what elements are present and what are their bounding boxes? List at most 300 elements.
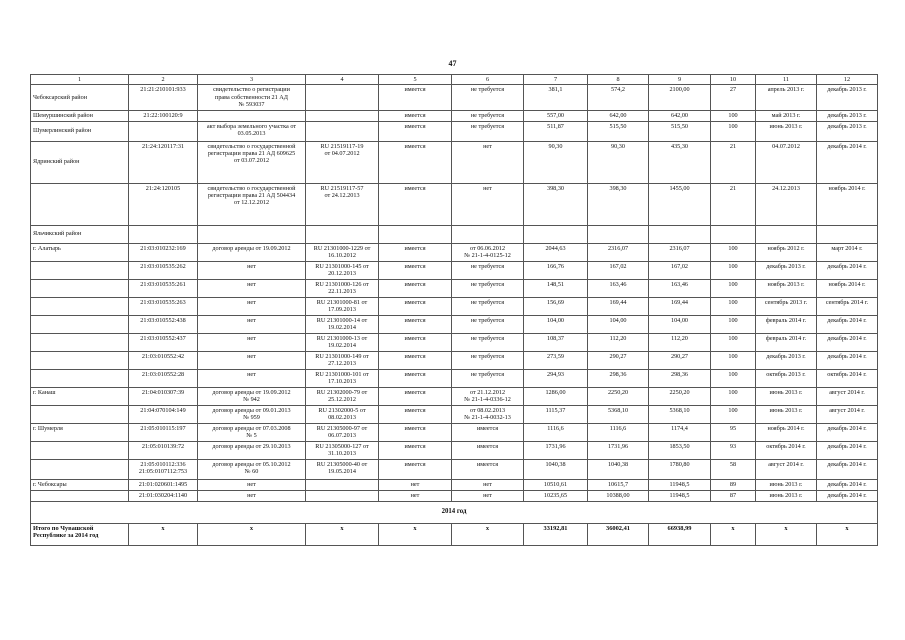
column-number: 7 <box>524 75 588 85</box>
cell-c8: 290,27 <box>588 351 649 369</box>
district-cell <box>31 183 129 225</box>
cell-c11: август 2014 г. <box>756 459 817 479</box>
cell-c10: 100 <box>711 387 756 405</box>
table-row <box>31 110 878 121</box>
cell-c4: RU 21301000-14 от 19.02.2014 <box>306 315 379 333</box>
cell-c12: октябрь 2014 г. <box>817 369 878 387</box>
cell-c6: не требуется <box>452 279 524 297</box>
cell-c6: имеется <box>452 441 524 459</box>
cell-c12: декабрь 2014 г. <box>817 141 878 183</box>
cell-c10: 100 <box>711 243 756 261</box>
cell-c5: имеется <box>379 369 452 387</box>
cell-c8: 1116,6 <box>588 423 649 441</box>
cell-c4: RU 21302000-5 от 08.02.2013 <box>306 405 379 423</box>
cell-c2: 21:03:010552:438 <box>129 315 198 333</box>
cell-c11: апрель 2013 г. <box>756 85 817 110</box>
cell-c10: 21 <box>711 183 756 225</box>
cell-c12: август 2014 г. <box>817 387 878 405</box>
cell-c5: имеется <box>379 121 452 141</box>
cell-c4: RU 21301000-81 от 17.09.2013 <box>306 297 379 315</box>
total-cell-c10: x <box>711 523 756 545</box>
cell-c4: RU 21301000-1229 от 16.10.2012 <box>306 243 379 261</box>
cell-c3 <box>198 110 306 121</box>
district-cell <box>31 297 129 315</box>
cell-c8: 642,00 <box>588 110 649 121</box>
district-cell: г. Шумерля <box>31 423 129 441</box>
cell-c3: договор аренды от 09.01.2013 № 959 <box>198 405 306 423</box>
cell-c5: имеется <box>379 183 452 225</box>
cell-c3: договор аренды от 07.03.2008 № 5 <box>198 423 306 441</box>
section-row <box>31 501 878 523</box>
cell-c3: свидетельство о государственной регистрации права 21 АД 609625 от 03.07.2012 <box>198 141 306 183</box>
cell-c12: декабрь 2013 г. <box>817 110 878 121</box>
cell-c4: RU 21301000-145 от 20.12.2013 <box>306 261 379 279</box>
cell-c2 <box>129 225 198 243</box>
column-number: 5 <box>379 75 452 85</box>
cell-c3: нет <box>198 490 306 501</box>
cell-c9: 1174,4 <box>649 423 711 441</box>
cell-c11: ноябрь 2013 г. <box>756 279 817 297</box>
section-title: 2014 год <box>31 501 878 523</box>
cell-c10: 100 <box>711 333 756 351</box>
cell-c12: декабрь 2014 г. <box>817 459 878 479</box>
cell-c9: 1455,00 <box>649 183 711 225</box>
table-row <box>31 333 878 351</box>
cell-c2: 21:22:100120:9 <box>129 110 198 121</box>
cell-c3: нет <box>198 333 306 351</box>
table-row <box>31 423 878 441</box>
cell-c2 <box>129 121 198 141</box>
cell-c7: 2044,63 <box>524 243 588 261</box>
cell-c7: 381,1 <box>524 85 588 110</box>
cell-c10: 100 <box>711 297 756 315</box>
total-cell-c6: x <box>452 523 524 545</box>
cell-c2: 21:24:120105 <box>129 183 198 225</box>
cell-c7: 1731,96 <box>524 441 588 459</box>
cell-c7 <box>524 225 588 243</box>
table-row <box>31 261 878 279</box>
cell-c10: 100 <box>711 405 756 423</box>
cell-c7: 557,00 <box>524 110 588 121</box>
cell-c8: 515,50 <box>588 121 649 141</box>
column-number: 9 <box>649 75 711 85</box>
cell-c2: 21:04:070104:149 <box>129 405 198 423</box>
cell-c11: декабрь 2013 г. <box>756 351 817 369</box>
cell-c2: 21:05:010112:336 21:05:0107112:753 <box>129 459 198 479</box>
cell-c3: договор аренды от 19.09.2012 <box>198 243 306 261</box>
table-row <box>31 183 878 225</box>
cell-c6: не требуется <box>452 369 524 387</box>
total-cell-c11: x <box>756 523 817 545</box>
cell-c6: не требуется <box>452 333 524 351</box>
cell-c11: июнь 2013 г. <box>756 387 817 405</box>
table-row <box>31 405 878 423</box>
cell-c5: имеется <box>379 85 452 110</box>
cell-c6: нет <box>452 183 524 225</box>
cell-c5: имеется <box>379 110 452 121</box>
cell-c5: имеется <box>379 387 452 405</box>
cell-c9: 1853,50 <box>649 441 711 459</box>
total-cell-c5: x <box>379 523 452 545</box>
cell-c2: 21:03:010535:263 <box>129 297 198 315</box>
cell-c10: 93 <box>711 441 756 459</box>
cell-c7: 148,51 <box>524 279 588 297</box>
district-cell: г. Алатырь <box>31 243 129 261</box>
column-number: 2 <box>129 75 198 85</box>
district-cell <box>31 369 129 387</box>
cell-c6: от 08.02.2013 № 21-1-4-0032-13 <box>452 405 524 423</box>
cell-c6: имеется <box>452 423 524 441</box>
total-cell-c7: 33192,81 <box>524 523 588 545</box>
table-row <box>31 243 878 261</box>
cell-c9: 2250,20 <box>649 387 711 405</box>
table-row <box>31 351 878 369</box>
cell-c12: март 2014 г. <box>817 243 878 261</box>
cell-c9: 642,00 <box>649 110 711 121</box>
cell-c3: договор аренды от 05.10.2012 № 60 <box>198 459 306 479</box>
table-row <box>31 490 878 501</box>
district-cell: Чебоксарский район <box>31 85 129 110</box>
table-row <box>31 369 878 387</box>
cell-c9: 5368,10 <box>649 405 711 423</box>
table-row <box>31 141 878 183</box>
cell-c12 <box>817 225 878 243</box>
cell-c11: октябрь 2013 г. <box>756 369 817 387</box>
cell-c7: 156,69 <box>524 297 588 315</box>
cell-c6: не требуется <box>452 297 524 315</box>
cell-c8: 1731,96 <box>588 441 649 459</box>
cell-c3: нет <box>198 351 306 369</box>
cell-c7: 10510,61 <box>524 479 588 490</box>
cell-c6: не требуется <box>452 315 524 333</box>
cell-c10: 95 <box>711 423 756 441</box>
table-row <box>31 85 878 110</box>
cell-c10: 100 <box>711 261 756 279</box>
cell-c5: имеется <box>379 141 452 183</box>
cell-c11: сентябрь 2013 г. <box>756 297 817 315</box>
table-row <box>31 315 878 333</box>
cell-c9: 11948,5 <box>649 490 711 501</box>
cell-c7: 511,87 <box>524 121 588 141</box>
district-cell <box>31 333 129 351</box>
cell-c4: RU 21305000-97 от 06.07.2013 <box>306 423 379 441</box>
cell-c2: 21:04:010307:39 <box>129 387 198 405</box>
cell-c8: 104,00 <box>588 315 649 333</box>
cell-c8: 2250,20 <box>588 387 649 405</box>
cell-c6: не требуется <box>452 110 524 121</box>
district-cell <box>31 351 129 369</box>
cell-c7: 294,93 <box>524 369 588 387</box>
district-cell <box>31 459 129 479</box>
cell-c6 <box>452 225 524 243</box>
housing-construction-table <box>30 74 878 546</box>
cell-c8: 1040,38 <box>588 459 649 479</box>
cell-c9: 112,20 <box>649 333 711 351</box>
table-row <box>31 225 878 243</box>
cell-c12: декабрь 2014 г. <box>817 261 878 279</box>
cell-c3 <box>198 225 306 243</box>
cell-c10: 89 <box>711 479 756 490</box>
cell-c3: акт выбора земельного участка от 03.05.2013 <box>198 121 306 141</box>
cell-c11: октябрь 2014 г. <box>756 441 817 459</box>
cell-c9: 298,36 <box>649 369 711 387</box>
cell-c9: 163,46 <box>649 279 711 297</box>
cell-c12: декабрь 2014 г. <box>817 351 878 369</box>
cell-c5 <box>379 225 452 243</box>
cell-c2: 21:24:120117:31 <box>129 141 198 183</box>
cell-c10: 27 <box>711 85 756 110</box>
cell-c4 <box>306 225 379 243</box>
district-cell: Яльчикский район <box>31 225 129 243</box>
cell-c3: нет <box>198 297 306 315</box>
cell-c11: май 2013 г. <box>756 110 817 121</box>
cell-c8: 10615,7 <box>588 479 649 490</box>
cell-c11: июнь 2013 г. <box>756 121 817 141</box>
table-row <box>31 479 878 490</box>
cell-c3: нет <box>198 369 306 387</box>
cell-c9: 2316,07 <box>649 243 711 261</box>
cell-c2: 21:03:010535:261 <box>129 279 198 297</box>
cell-c10: 100 <box>711 279 756 297</box>
cell-c12: декабрь 2014 г. <box>817 423 878 441</box>
cell-c4: RU 21519117-19 от 04.07.2012 <box>306 141 379 183</box>
cell-c10: 100 <box>711 110 756 121</box>
cell-c12: декабрь 2014 г. <box>817 441 878 459</box>
cell-c3: договор аренды от 19.09.2012 № 942 <box>198 387 306 405</box>
cell-c5: имеется <box>379 441 452 459</box>
district-cell <box>31 405 129 423</box>
cell-c5: имеется <box>379 315 452 333</box>
cell-c3: нет <box>198 261 306 279</box>
cell-c10: 100 <box>711 121 756 141</box>
cell-c8: 2316,07 <box>588 243 649 261</box>
cell-c5: имеется <box>379 423 452 441</box>
total-cell-c4: x <box>306 523 379 545</box>
cell-c10: 100 <box>711 351 756 369</box>
cell-c5: нет <box>379 479 452 490</box>
cell-c7: 1286,00 <box>524 387 588 405</box>
total-cell-c9: 66938,99 <box>649 523 711 545</box>
cell-c4: RU 21305000-40 от 19.05.2014 <box>306 459 379 479</box>
cell-c9: 1780,80 <box>649 459 711 479</box>
cell-c8: 163,46 <box>588 279 649 297</box>
cell-c8: 169,44 <box>588 297 649 315</box>
cell-c12: декабрь 2013 г. <box>817 85 878 110</box>
cell-c8: 574,2 <box>588 85 649 110</box>
cell-c9: 104,00 <box>649 315 711 333</box>
cell-c5: имеется <box>379 405 452 423</box>
cell-c11: июнь 2013 г. <box>756 405 817 423</box>
district-cell <box>31 441 129 459</box>
district-cell <box>31 490 129 501</box>
cell-c9: 169,44 <box>649 297 711 315</box>
cell-c6: не требуется <box>452 351 524 369</box>
column-number: 3 <box>198 75 306 85</box>
cell-c4: RU 21301000-101 от 17.10.2013 <box>306 369 379 387</box>
cell-c12: сентябрь 2014 г. <box>817 297 878 315</box>
cell-c10: 100 <box>711 369 756 387</box>
cell-c12: ноябрь 2014 г. <box>817 183 878 225</box>
cell-c3: нет <box>198 315 306 333</box>
cell-c2: 21:21:210101:933 <box>129 85 198 110</box>
cell-c9: 435,30 <box>649 141 711 183</box>
cell-c11: ноябрь 2012 г. <box>756 243 817 261</box>
cell-c4 <box>306 490 379 501</box>
cell-c7: 398,30 <box>524 183 588 225</box>
cell-c3: свидетельство о регистрации права собственности 21 АД № 593037 <box>198 85 306 110</box>
district-cell: г. Канаш <box>31 387 129 405</box>
column-number: 11 <box>756 75 817 85</box>
cell-c6: нет <box>452 141 524 183</box>
table-row <box>31 121 878 141</box>
column-number: 12 <box>817 75 878 85</box>
column-number: 8 <box>588 75 649 85</box>
cell-c2: 21:03:010552:42 <box>129 351 198 369</box>
cell-c2: 21:03:010232:169 <box>129 243 198 261</box>
cell-c11: июнь 2013 г. <box>756 490 817 501</box>
cell-c4: RU 21519117-57 от 24.12.2013 <box>306 183 379 225</box>
cell-c8: 5368,10 <box>588 405 649 423</box>
cell-c4 <box>306 110 379 121</box>
cell-c5: имеется <box>379 333 452 351</box>
district-cell <box>31 315 129 333</box>
cell-c8: 90,30 <box>588 141 649 183</box>
cell-c2: 21:05:010139:72 <box>129 441 198 459</box>
cell-c4: RU 21305000-127 от 31.10.2013 <box>306 441 379 459</box>
cell-c11: 04.07.2012 <box>756 141 817 183</box>
cell-c2: 21:03:010535:262 <box>129 261 198 279</box>
cell-c9: 11948,5 <box>649 479 711 490</box>
cell-c11 <box>756 225 817 243</box>
cell-c4: RU 21302000-79 от 25.12.2012 <box>306 387 379 405</box>
total-label: Итого по Чувашской Республике за 2014 год <box>31 523 129 545</box>
cell-c4 <box>306 121 379 141</box>
cell-c12: декабрь 2014 г. <box>817 333 878 351</box>
cell-c4: RU 21301000-13 от 19.02.2014 <box>306 333 379 351</box>
cell-c2: 21:05:010115:197 <box>129 423 198 441</box>
cell-c9 <box>649 225 711 243</box>
table-row <box>31 279 878 297</box>
cell-c10: 21 <box>711 141 756 183</box>
page-number: 47 <box>448 59 457 68</box>
cell-c9: 2100,00 <box>649 85 711 110</box>
cell-c11: ноябрь 2014 г. <box>756 423 817 441</box>
cell-c5: имеется <box>379 243 452 261</box>
column-number-row <box>31 75 878 85</box>
cell-c4: RU 21301000-149 от 27.12.2013 <box>306 351 379 369</box>
cell-c2: 21:01:020601:1495 <box>129 479 198 490</box>
cell-c6: не требуется <box>452 85 524 110</box>
cell-c8: 10388,00 <box>588 490 649 501</box>
cell-c4: RU 21301000-126 от 22.11.2013 <box>306 279 379 297</box>
cell-c10: 58 <box>711 459 756 479</box>
cell-c11: февраль 2014 г. <box>756 333 817 351</box>
cell-c12: декабрь 2014 г. <box>817 490 878 501</box>
cell-c6: не требуется <box>452 121 524 141</box>
cell-c7: 1116,6 <box>524 423 588 441</box>
cell-c4 <box>306 85 379 110</box>
cell-c2: 21:01:030204:1140 <box>129 490 198 501</box>
cell-c5: имеется <box>379 351 452 369</box>
cell-c12: август 2014 г. <box>817 405 878 423</box>
cell-c8: 398,30 <box>588 183 649 225</box>
cell-c7: 104,00 <box>524 315 588 333</box>
cell-c11: 24.12.2013 <box>756 183 817 225</box>
cell-c5: имеется <box>379 261 452 279</box>
total-row <box>31 523 878 545</box>
district-cell <box>31 261 129 279</box>
cell-c6: имеется <box>452 459 524 479</box>
cell-c5: имеется <box>379 459 452 479</box>
cell-c9: 290,27 <box>649 351 711 369</box>
cell-c12: декабрь 2013 г. <box>817 121 878 141</box>
cell-c9: 515,50 <box>649 121 711 141</box>
cell-c12: ноябрь 2014 г. <box>817 279 878 297</box>
cell-c7: 108,37 <box>524 333 588 351</box>
cell-c3: договор аренды от 29.10.2013 <box>198 441 306 459</box>
cell-c11: февраль 2014 г. <box>756 315 817 333</box>
total-cell-c2: x <box>129 523 198 545</box>
table-row <box>31 459 878 479</box>
cell-c7: 1040,38 <box>524 459 588 479</box>
table-row <box>31 297 878 315</box>
district-cell: Ядринский район <box>31 141 129 183</box>
cell-c7: 166,76 <box>524 261 588 279</box>
cell-c7: 10235,65 <box>524 490 588 501</box>
cell-c10 <box>711 225 756 243</box>
cell-c5: имеется <box>379 297 452 315</box>
cell-c7: 273,59 <box>524 351 588 369</box>
column-number: 6 <box>452 75 524 85</box>
cell-c8: 167,02 <box>588 261 649 279</box>
cell-c3: свидетельство о государственной регистрации права 21 АД 504434 от 12.12.2012 <box>198 183 306 225</box>
cell-c3: нет <box>198 279 306 297</box>
column-number: 10 <box>711 75 756 85</box>
cell-c11: декабрь 2013 г. <box>756 261 817 279</box>
cell-c9: 167,02 <box>649 261 711 279</box>
cell-c11: июнь 2013 г. <box>756 479 817 490</box>
cell-c4 <box>306 479 379 490</box>
district-cell: Шумерлинский район <box>31 121 129 141</box>
cell-c8: 112,20 <box>588 333 649 351</box>
cell-c12: декабрь 2014 г. <box>817 479 878 490</box>
cell-c8 <box>588 225 649 243</box>
cell-c8: 298,36 <box>588 369 649 387</box>
cell-c5: имеется <box>379 279 452 297</box>
cell-c2: 21:03:010552:28 <box>129 369 198 387</box>
total-cell-c12: x <box>817 523 878 545</box>
district-cell: г. Чебоксары <box>31 479 129 490</box>
column-number: 1 <box>31 75 129 85</box>
cell-c6: нет <box>452 490 524 501</box>
table-row <box>31 441 878 459</box>
cell-c12: декабрь 2014 г. <box>817 315 878 333</box>
cell-c6: от 06.06.2012 № 21-1-4-0125-12 <box>452 243 524 261</box>
district-cell <box>31 279 129 297</box>
cell-c7: 90,30 <box>524 141 588 183</box>
total-cell-c8: 36002,41 <box>588 523 649 545</box>
district-cell: Шемуршинский район <box>31 110 129 121</box>
cell-c2: 21:03:010552:437 <box>129 333 198 351</box>
cell-c6: не требуется <box>452 261 524 279</box>
cell-c10: 87 <box>711 490 756 501</box>
total-cell-c3: x <box>198 523 306 545</box>
cell-c3: нет <box>198 479 306 490</box>
cell-c10: 100 <box>711 315 756 333</box>
cell-c6: нет <box>452 479 524 490</box>
column-number: 4 <box>306 75 379 85</box>
table-row <box>31 387 878 405</box>
